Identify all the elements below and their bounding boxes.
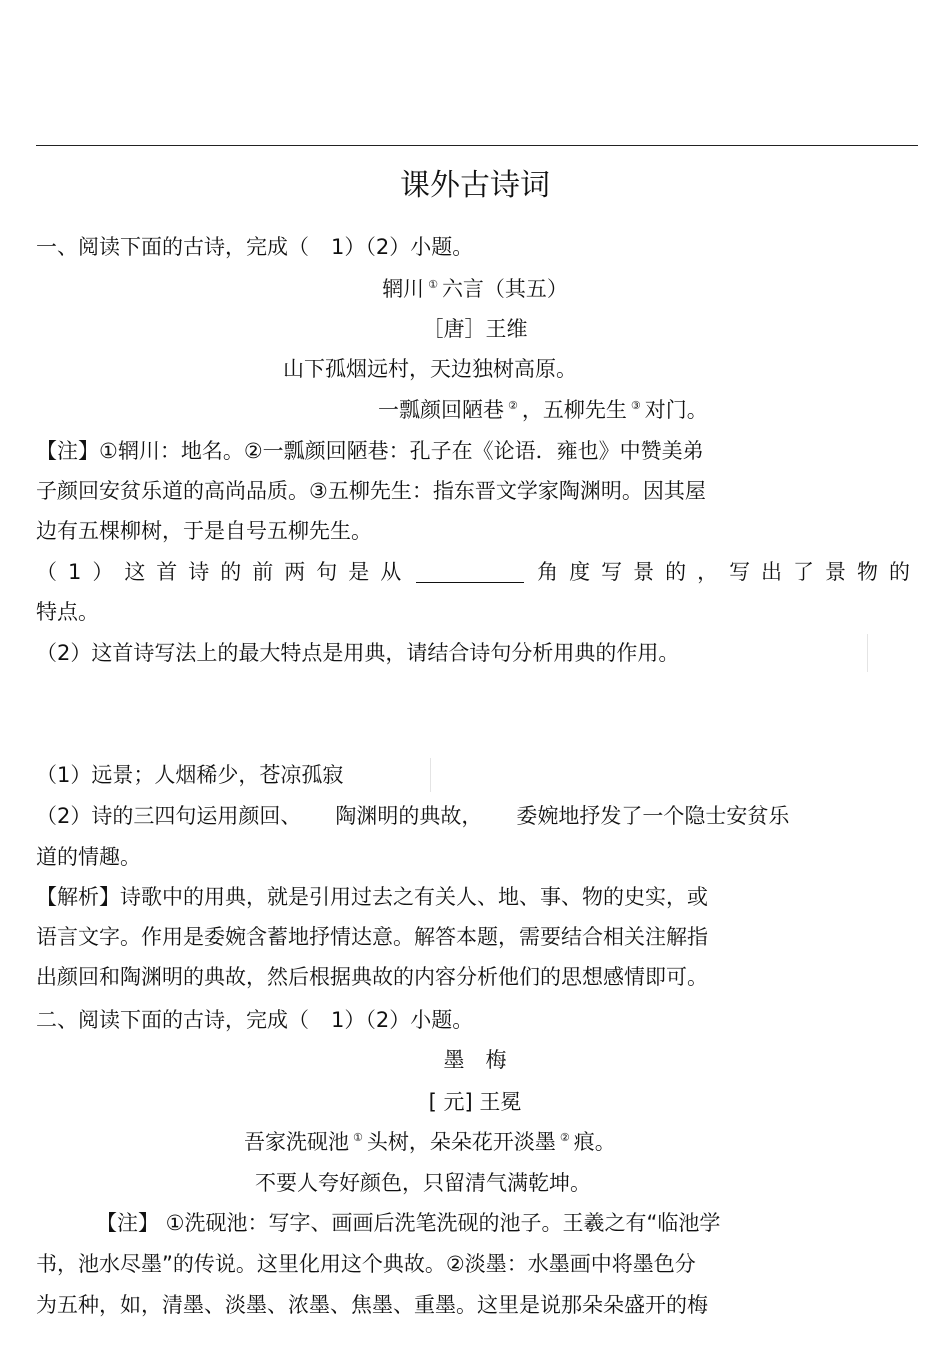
q1-note-line-1: 【注】①辋川：地名。②一瓢颜回陋巷：孔子在《论语．雍也》中赞美弟 [36,439,704,463]
q1-note-line-3: 边有五棵柳树，于是自号五柳先生。 [36,519,372,543]
q2-poem-title: 墨 梅 [443,1048,507,1072]
q1-analysis-line-2: 语言文字。作用是委婉含蓄地抒情达意。解答本题，需要结合相关注解指 [36,925,708,949]
q1-analysis-line-3: 出颜回和陶渊明的典故，然后根据典故的内容分析他们的思想感情即可。 [36,965,708,989]
q2-note-line-3: 为五种，如，清墨、淡墨、浓墨、焦墨、重墨。这里是说那朵朵盛开的梅 [36,1293,708,1317]
q1-answer-2: （2）诗的三四句运用颜回、 陶渊明的典故， 委婉地抒发了一个隐士安贫乐 [36,804,790,828]
q2-poem-author: [ 元] 王冕 [428,1090,522,1114]
q1-heading: 一、阅读下面的古诗，完成（ 1）（2）小题。 [36,235,474,259]
q2-note-line-2: 书，池水尽墨”的传说。这里化用这个典故。②淡墨：水墨画中将墨色分 [36,1252,696,1276]
q1-poem-line-2: 一瓢颜回陋巷 ② ，五柳先生 ③ 对门。 [378,398,708,422]
q2-poem-line-1: 吾家洗砚池 ① 头树，朵朵花开淡墨 ② 痕。 [244,1130,616,1154]
q1-poem-title: 辋川 ① 六言（其五） [382,277,568,301]
header-rule [36,145,918,146]
q1-answer-1: （1）远景；人烟稀少，苍凉孤寂 [36,763,344,787]
q1-poem-author: ［唐］王维 [422,317,528,341]
q1-analysis-line-1: 【解析】诗歌中的用典，就是引用过去之有关人、地、事、物的史实，或 [36,885,708,909]
scan-artifact [430,758,431,792]
q2-poem-line-2: 不要人夸好颜色，只留清气满乾坤。 [255,1171,591,1195]
q1-answer-2-cont: 道的情趣。 [36,845,141,869]
q2-heading: 二、阅读下面的古诗，完成（ 1）（2）小题。 [36,1008,474,1032]
q1-sub-question-1-cont: 特点。 [36,600,99,624]
q1-sub-question-2: （2）这首诗写法上的最大特点是用典，请结合诗句分析用典的作用。 [36,641,680,665]
q1-poem-line-1: 山下孤烟远村，天边独树高原。 [283,357,577,381]
page-title: 课外古诗词 [400,168,550,203]
answer-blank [416,562,524,583]
q1-note-line-2: 子颜回安贫乐道的高尚品质。③五柳先生：指东晋文学家陶渊明。因其屋 [36,479,706,503]
q1-sub-question-1: （1）这首诗的前两句是从 角度写景的，写出了景物的 [36,560,912,584]
q2-note-line-1: 【注】 ①洗砚池：写字、画画后洗笔洗砚的池子。王羲之有“临池学 [96,1211,721,1235]
scan-artifact [867,634,868,672]
